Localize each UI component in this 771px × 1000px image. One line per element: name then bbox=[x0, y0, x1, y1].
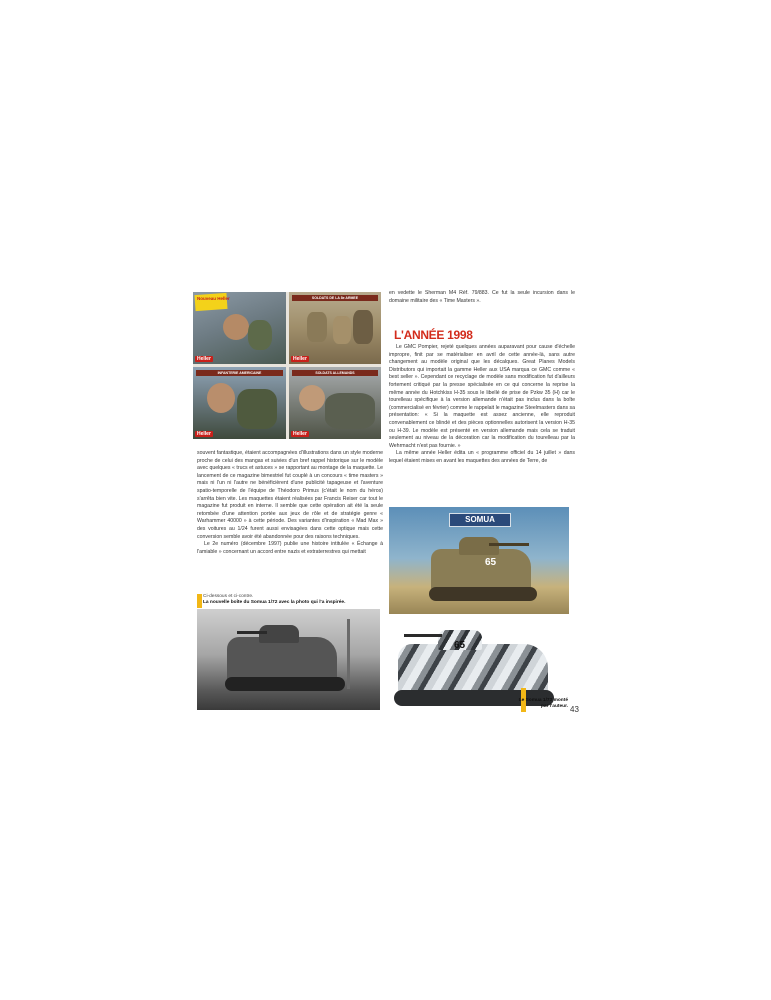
heller-logo: Heller bbox=[197, 431, 211, 437]
paragraph: en vedette le Sherman M4 Réf. 79/883. Ce fut la seule incursion dans le domaine militaire des « Time Masters ». bbox=[389, 290, 575, 304]
model-number: 65 bbox=[454, 640, 466, 651]
text-column-left bbox=[197, 450, 383, 556]
boxart-infantry-1 bbox=[193, 292, 286, 364]
paragraph: Le GMC Pompier, rejeté quelques années auparavant pour cause d'échelle impropre, finit par se matérialiser en avril de cette année-là, sans autre changement au modèle original que les décalques. Great Planes Models Distributors qui importait la gamme Heller aux USA marqua ce GMC comme « best seller ». Cependant ce recyclage de modèle sans modification fut d'ailleurs fortement critiqué par la presse spécialisée en ce qui concerne la reprise la même année du Hotchkiss H-35 sous le libellé de prise de Pzkw 35 (H) car le tourelleau spécifique à la version allemande n'était pas inclus dans la boîte (commercialisé en février) comme le rappelait le magazine Steelmasters dans sa présentation: « Si la maquette est assez ancienne, elle reproduit convenablement ce blindé et des pièces optionnelles autorisent la version H-35 ou H-39. Le modèle est présenté en version allemande mais cela se traduit seulement au niveau de la décoration car la modification du tourelleau par la Wehrmacht n'est pas fournie. » bbox=[389, 344, 575, 449]
page-number: 43 bbox=[570, 705, 579, 714]
heller-logo: Heller bbox=[293, 356, 307, 362]
somua-box-image bbox=[389, 507, 569, 621]
paragraph: Le 2e numéro (décembre 1997) publie une histoire intitulée « Échange à l'amiable » concernant un accord entre nazis et extraterrestres qui mettait bbox=[197, 541, 383, 555]
caption-right-line1: Le Somua 1/72 monté bbox=[518, 698, 568, 703]
boxart-german bbox=[289, 367, 381, 439]
boxart-us-infantry bbox=[193, 367, 286, 439]
heller-logo: Heller bbox=[293, 431, 307, 437]
heller-logo: Heller bbox=[197, 356, 211, 362]
box-title: INFANTERIE AMERICAINE bbox=[196, 370, 283, 376]
caption-marker bbox=[197, 594, 202, 608]
caption-left-line2: La nouvelle boîte du Somua 1/72 avec la photo qui l'a inspirée. bbox=[203, 600, 346, 605]
box-title: SOLDATS DE LA 8e ARMEE bbox=[292, 295, 378, 301]
historical-photo bbox=[197, 609, 380, 710]
caption-right bbox=[500, 698, 568, 710]
boxart-banner: Nouveau Heller bbox=[197, 296, 230, 301]
caption-left-line1: Ci-dessous et ci-contre. bbox=[203, 594, 254, 599]
paragraph: La même année Heller édita un « programme officiel du 14 juillet » dans lequel étaient mises en avant les maquettes des années de Terre, de bbox=[389, 450, 575, 464]
text-column-right bbox=[389, 344, 575, 466]
box-title: SOLDATS ALLEMANDS bbox=[292, 370, 378, 376]
text-column-right-top bbox=[389, 290, 575, 305]
section-heading: L'ANNÉE 1998 bbox=[394, 328, 473, 342]
boxart-8th-army bbox=[289, 292, 381, 364]
paragraph: souvent fantastique, étaient accompagnées d'illustrations dans un style moderne proche de celui des mangas et suivies d'un bref rappel historique sur le modèle avec quelques « trucs et astuces » se rapportant au montage de la maquette. Le lancement de ce magazine bimestriel fut couplé à un concours « time masters » mais ni l'un ni l'autre ne bénéficièrent d'une publicité tapageuse et l'aventure spatio-temporelle de l'équipe de Théodoro Primus (c'était le nom du héros) s'arrêta bien vite. Les maquettes étaient réalisées par Francis Reiser car tout le magazine fut produit en interne. Il semble que cette opération ait été la seule retombée d'une attention portée aux jeux de rôle et de stratégie genre « Warhammer 40000 » à cette période. Des variantes d'inspiration « Mad Max » des voitures au 1/24 furent aussi envisagées dans cette optique mais cette conversion semble avoir été abandonnée pour des raisons techniques. bbox=[197, 450, 383, 540]
caption-left bbox=[203, 594, 383, 606]
caption-right-line2: par l'auteur. bbox=[541, 704, 568, 709]
boxart-collage bbox=[193, 292, 381, 439]
somua-box-brand: SOMUA bbox=[449, 513, 511, 527]
somua-box-number: 65 bbox=[485, 557, 497, 568]
